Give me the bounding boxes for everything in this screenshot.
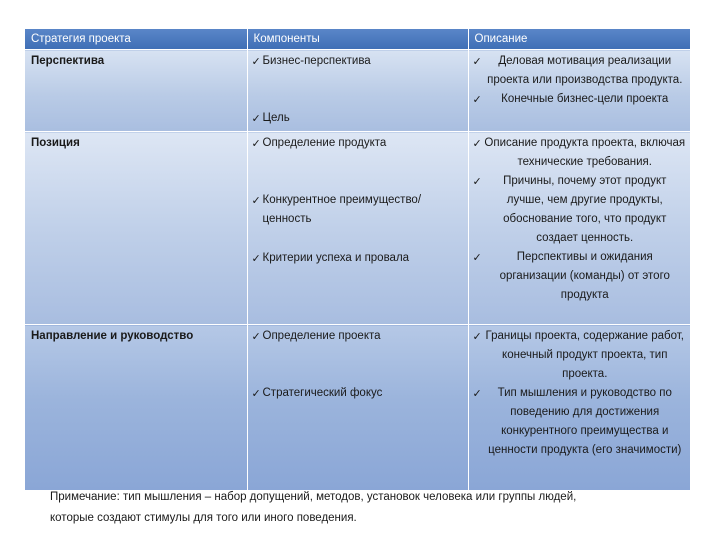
component-text: Определение продукта [262, 137, 387, 149]
description-cell [468, 50, 690, 132]
checkmark-icon: ✓ [251, 387, 261, 400]
checkmark-icon: ✓ [472, 137, 482, 150]
description-item [473, 172, 687, 248]
description-item [473, 90, 687, 109]
table-row [25, 50, 690, 132]
description-text: Деловая мотивация реализации проекта или производства продукта. [487, 55, 683, 86]
description-text: Конечные бизнес-цели проекта [501, 93, 669, 105]
component-text: Бизнес-перспектива [262, 55, 371, 67]
component-item [252, 109, 464, 128]
strategy-table [25, 29, 690, 490]
component-item [252, 134, 464, 153]
checkmark-icon: ✓ [251, 112, 261, 125]
table-row [25, 132, 690, 325]
components-cell [247, 132, 468, 325]
checkmark-icon: ✓ [472, 55, 482, 68]
component-item [252, 327, 464, 346]
header-description: Описание [468, 29, 690, 50]
components-cell [247, 325, 468, 491]
checkmark-icon: ✓ [472, 175, 482, 188]
checkmark-icon: ✓ [251, 330, 261, 343]
description-text: Причины, почему этот продукт лучше, чем другие продукты, обоснование того, что продукт создает ценность. [503, 175, 667, 244]
description-cell [468, 132, 690, 325]
footnote [50, 487, 690, 529]
description-item [473, 384, 687, 460]
component-text: Стратегический фокус [262, 387, 383, 399]
checkmark-icon: ✓ [251, 55, 261, 68]
component-text: Конкурентное преимущество/ценность [262, 194, 422, 225]
component-item [252, 384, 464, 403]
checkmark-icon: ✓ [472, 330, 482, 343]
description-text: Перспективы и ожидания организации (команды) от этого продукта [499, 251, 670, 301]
table-header-row [25, 29, 690, 50]
component-item [252, 52, 464, 71]
footnote-line-2: которые создают стимулы для того или иного поведения. [50, 512, 357, 524]
description-item [473, 52, 687, 90]
description-item [473, 134, 687, 172]
checkmark-icon: ✓ [251, 137, 261, 150]
description-item [473, 248, 687, 305]
description-item [473, 327, 687, 384]
footnote-line-1: Примечание: тип мышления – набор допущений, методов, установок человека или группы людей, [50, 491, 577, 503]
strategy-cell: Перспектива [25, 50, 247, 132]
component-text: Критерии успеха и провала [262, 252, 410, 264]
header-strategy: Стратегия проекта [25, 29, 247, 50]
component-item [252, 249, 464, 268]
checkmark-icon: ✓ [472, 387, 482, 400]
checkmark-icon: ✓ [472, 93, 482, 106]
checkmark-icon: ✓ [251, 252, 261, 265]
checkmark-icon: ✓ [472, 251, 482, 264]
table-row [25, 325, 690, 491]
component-text: Определение проекта [262, 330, 381, 342]
header-components: Компоненты [247, 29, 468, 50]
strategy-cell: Позиция [25, 132, 247, 325]
description-text: Описание продукта проекта, включая технические требования. [484, 137, 686, 168]
checkmark-icon: ✓ [251, 194, 261, 207]
description-cell [468, 325, 690, 491]
description-text: Границы проекта, содержание работ, конечный продукт проекта, тип проекта. [485, 330, 684, 380]
components-cell [247, 50, 468, 132]
component-text: Цель [262, 112, 290, 124]
strategy-table-container [25, 29, 690, 490]
description-text: Тип мышления и руководство по поведению для достижения конкурентного преимущества и ценности продукта (его значимости) [488, 387, 682, 456]
component-item [252, 191, 464, 229]
strategy-cell: Направление и руководство [25, 325, 247, 491]
